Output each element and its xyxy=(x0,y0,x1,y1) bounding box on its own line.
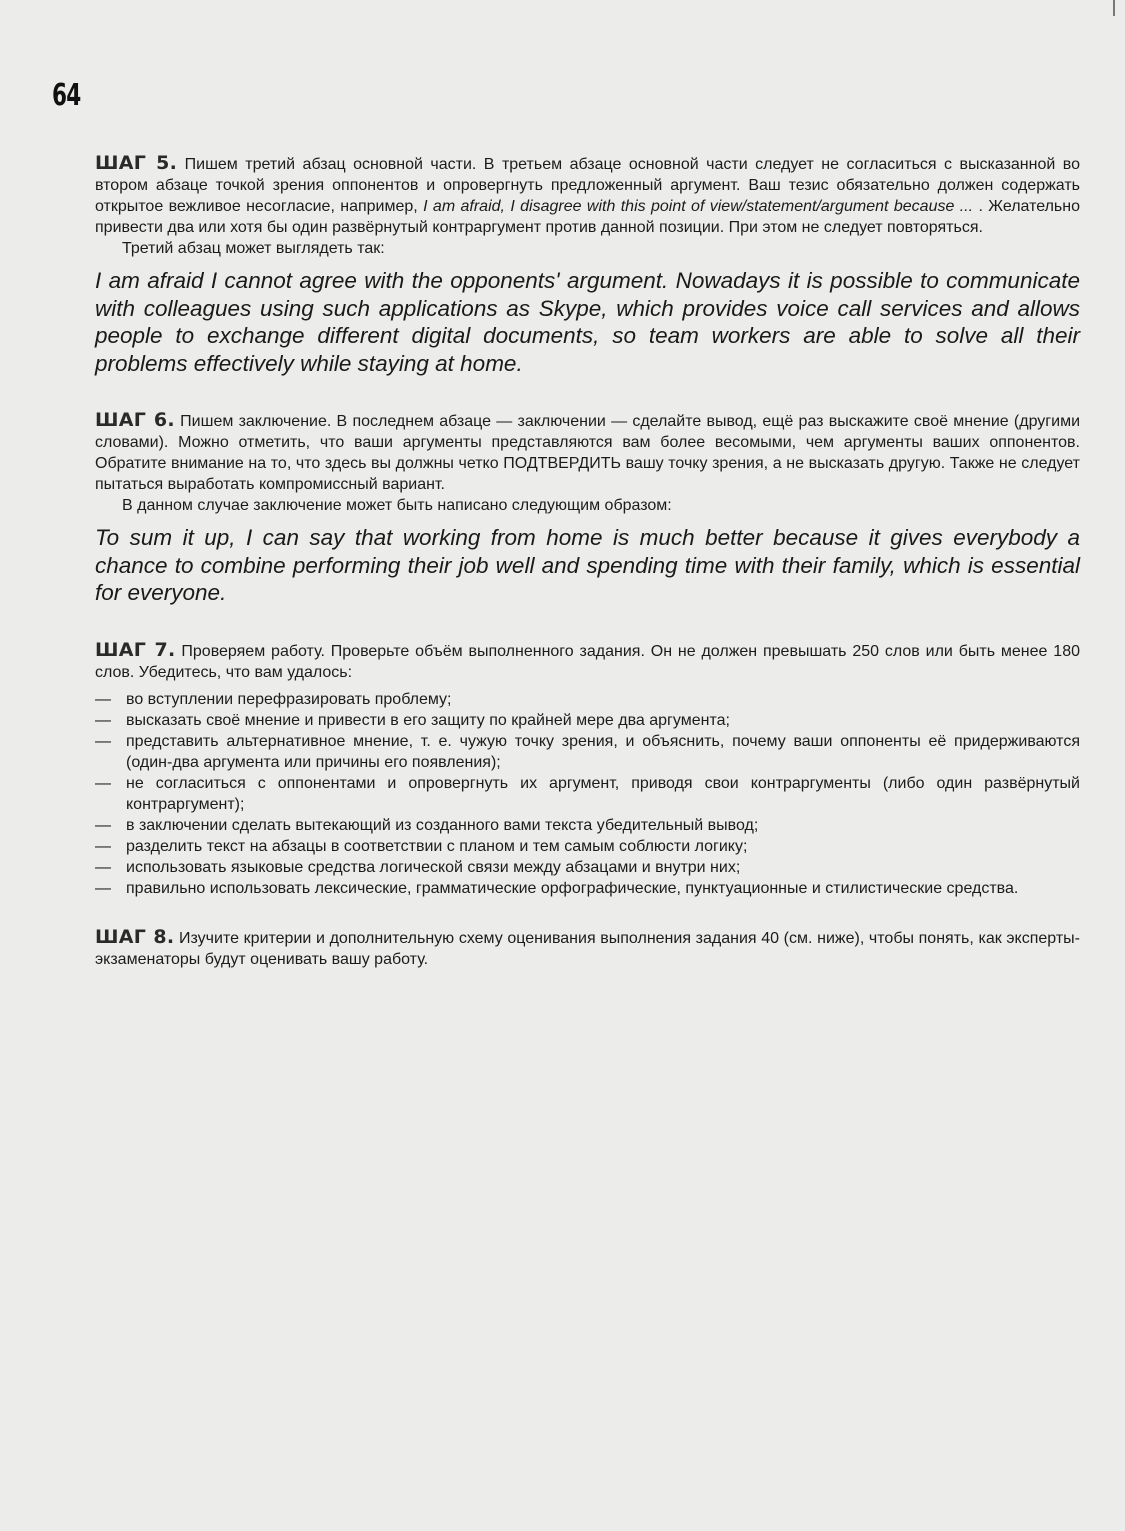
scan-edge-mark xyxy=(1113,0,1115,16)
step-8-section xyxy=(95,927,1080,970)
step-7-paragraph xyxy=(95,640,1080,683)
step-5-paragraph xyxy=(95,153,1080,238)
checklist-item xyxy=(95,731,1080,773)
checklist-item xyxy=(95,710,1080,731)
page-number: 64 xyxy=(52,78,81,113)
list-dash: — xyxy=(95,774,111,792)
checklist-item-text: не согласиться с оппонентами и опровергнуть их аргумент, приводя свои контраргументы (либо один развёрнутый контраргумент); xyxy=(126,774,1080,813)
checklist-item-text: во вступлении перефразировать проблему; xyxy=(126,690,452,708)
checklist-item xyxy=(95,836,1080,857)
list-dash: — xyxy=(95,732,111,750)
step-7-checklist xyxy=(95,689,1080,899)
list-dash: — xyxy=(95,690,111,708)
step-7-label: ШАГ 7. xyxy=(95,638,176,661)
step-5-text-b: . Желательно привести два или хотя бы один развёрнутый контраргумент против данной позиции. При этом не следует повторяться. xyxy=(95,198,1081,236)
step-6-section xyxy=(95,410,1080,607)
step-6-intro: В данном случае заключение может быть написано следующим образом: xyxy=(122,497,672,514)
list-dash: — xyxy=(95,858,111,876)
list-dash: — xyxy=(95,837,111,855)
step-5-section xyxy=(95,153,1080,377)
checklist-item-text: использовать языковые средства логической связи между абзацами и внутри них; xyxy=(126,858,741,876)
step-8-label: ШАГ 8. xyxy=(95,925,175,948)
checklist-item xyxy=(95,773,1080,815)
checklist-item-text: в заключении сделать вытекающий из созданного вами текста убедительный вывод; xyxy=(126,816,759,834)
step-5-label: ШАГ 5. xyxy=(95,152,178,174)
step-5-text-italic: I am afraid, I disagree with this point of view/statement/argument because ... xyxy=(423,198,974,215)
step-8-text: Изучите критерии и дополнительную схему оценивания выполнения задания 40 (см. ниже), чтобы понять, как эксперты-экзаменаторы будут оценивать вашу работу. xyxy=(95,929,1080,968)
step-7-section xyxy=(95,640,1080,899)
step-6-example: To sum it up, I can say that working from home is much better because it gives everybody a chance to combine performing their job well and spending time with their family, which is essential for everyone. xyxy=(95,525,1080,605)
list-dash: — xyxy=(95,711,111,729)
checklist-item-text: правильно использовать лексические, грамматические орфографические, пунктуационные и стилистические средства. xyxy=(126,879,1019,897)
step-7-text: Проверяем работу. Проверьте объём выполненного задания. Он не должен превышать 250 слов или быть менее 180 слов. Убедитесь, что вам удалось: xyxy=(95,642,1080,681)
list-dash: — xyxy=(95,879,111,897)
checklist-item xyxy=(95,689,1080,710)
checklist-item-text: представить альтернативное мнение, т. е. чужую точку зрения, и объяснить, почему ваши оппоненты её придерживаются (один-два аргумента или причины его появления); xyxy=(126,732,1080,771)
page-content xyxy=(95,153,1080,970)
checklist-item-text: высказать своё мнение и привести в его защиту по крайней мере два аргумента; xyxy=(126,711,730,729)
step-5-text-a: Пишем третий абзац основной части. В третьем абзаце основной части следует не согласиться с высказанной во втором абзаце точкой зрения оппонентов и опровергнуть предложенный аргумент. Ваш тезис обязательно должен содержать открытое вежливое несогласие, например, xyxy=(95,156,1081,215)
checklist-item-text: разделить текст на абзацы в соответствии с планом и тем самым соблюсти логику; xyxy=(126,837,748,855)
step-6-paragraph xyxy=(95,410,1080,495)
step-6-text: Пишем заключение. В последнем абзаце — заключении — сделайте вывод, ещё раз выскажите своё мнение (другими словами). Можно отметить, что ваши аргументы представляются вам более весомыми, чем аргументы ваших оппонентов. Обратите внимание на то, что здесь вы должны четко ПОДТВЕРДИТЬ вашу точку зрения, а не высказать другую. Также не следует пытаться выработать компромиссный вариант. xyxy=(95,413,1081,493)
checklist-item xyxy=(95,857,1080,878)
checklist-item xyxy=(95,878,1080,899)
step-5-intro: Третий абзац может выглядеть так: xyxy=(122,240,385,257)
checklist-item xyxy=(95,815,1080,836)
step-5-example: I am afraid I cannot agree with the opponents' argument. Nowadays it is possible to communicate with colleagues using such applications as Skype, which provides voice call services and allows people to exchange different digital documents, so team workers are able to solve all their problems effectively while staying at home. xyxy=(95,268,1080,376)
list-dash: — xyxy=(95,816,111,834)
step-8-paragraph xyxy=(95,927,1080,970)
step-6-label: ШАГ 6. xyxy=(95,409,175,431)
